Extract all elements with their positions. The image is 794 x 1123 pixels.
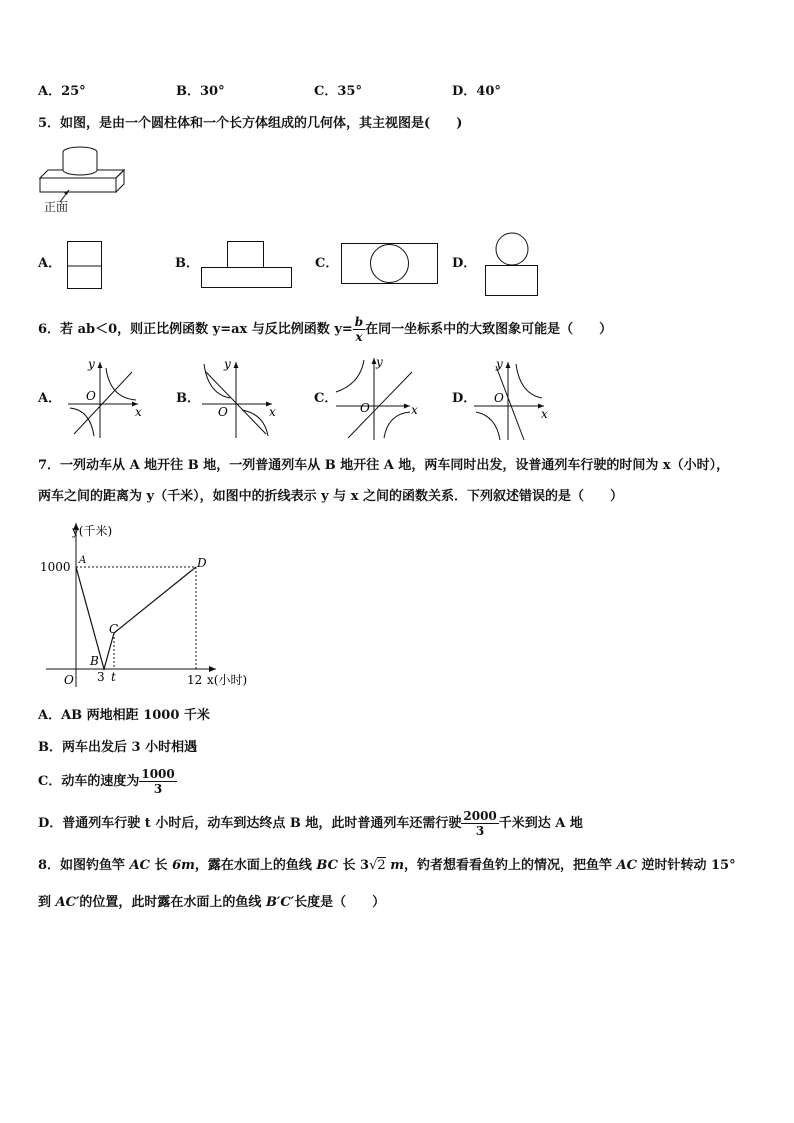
q4-option-d: D．40° — [452, 84, 501, 99]
q6-stem-after: 在同一坐标系中的大致图象可能是（ ） — [365, 322, 613, 337]
q6a-axis-x: x — [135, 405, 142, 419]
q8-ac-prime: AC′ — [55, 895, 80, 910]
q7-x-tick-t: t — [111, 670, 116, 684]
q7-option-d — [38, 806, 583, 842]
q7-y-label: y(千米) — [72, 524, 113, 538]
q7-graph — [36, 515, 266, 695]
q6b-origin: O — [218, 405, 228, 419]
q7-x-tick-3: 3 — [97, 670, 105, 684]
q5-option-b: B． — [175, 256, 199, 271]
q7-stem-line1: 7．一列动车从 A 地开往 B 地，一列普通列车从 B 地开往 A 地，两车同时出发，设普通列车行驶的时间为 x（小时）， — [38, 458, 730, 473]
q8-text: 到 — [38, 895, 56, 910]
q7-option-d-prefix: D．普通列车行驶 t 小时后，动车到达终点 B 地，此时普通列车还需行驶 — [38, 816, 462, 831]
q8-text: ，露在水面上的鱼线 — [194, 858, 317, 873]
q7-option-d-fraction — [461, 809, 498, 838]
q5-option-a: A． — [38, 256, 62, 271]
q8-text: 长 — [150, 858, 173, 873]
q8-line2 — [38, 894, 385, 912]
q7-point-d: D — [197, 556, 207, 570]
q6b-axis-y: y — [224, 357, 231, 371]
q6-graph-a — [66, 356, 148, 440]
q6-stem — [38, 315, 612, 344]
q6-option-a: A． — [38, 391, 62, 406]
q5-option-a-figure — [67, 241, 103, 291]
q7-option-b: B．两车出发后 3 小时相遇 — [38, 740, 198, 755]
q5-option-b-figure — [201, 241, 293, 289]
q8-text: 的位置，此时露在水面上的鱼线 — [79, 895, 266, 910]
sqrt-icon: √ — [369, 858, 378, 873]
q5-stem: 5．如图，是由一个圆柱体和一个长方体组成的几何体，其主视图是( ) — [38, 116, 463, 131]
q6-option-c: C． — [314, 391, 338, 406]
q8-bc-prime: B′C′ — [265, 895, 295, 910]
q6-frac-den: x — [355, 330, 363, 344]
q7-point-b: B — [90, 654, 99, 668]
q6-stem-before: 6．若 ab＜0，则正比例函数 y=ax 与反比例函数 y= — [38, 322, 353, 337]
q7-stem-line2: 两车之间的距离为 y（千米），如图中的折线表示 y 与 x 之间的函数关系．下列叙述错误的是（ ） — [38, 489, 623, 504]
q8-bc: BC — [316, 858, 338, 873]
q6b-axis-x: x — [269, 405, 276, 419]
q6d-axis-x: x — [541, 407, 548, 421]
q5-front-label: 正面 — [44, 200, 69, 214]
q6-graph-c — [334, 354, 422, 442]
q7-x-label: x(小时) — [207, 673, 248, 687]
q6c-origin: O — [360, 401, 370, 415]
q8-length-ac: 6m — [172, 858, 195, 873]
q6a-origin: O — [86, 389, 96, 403]
q5-option-c-figure — [341, 243, 439, 285]
q7-point-c: C — [109, 622, 119, 636]
q4-option-a: A．25° — [38, 84, 86, 99]
q7-option-d-num: 2000 — [463, 809, 497, 823]
q4-option-b: B．30° — [176, 84, 225, 99]
q6a-axis-y: y — [88, 357, 95, 371]
q5-option-d-figure — [484, 232, 540, 298]
q8-text: ，钓者想看看鱼钓上的情况，把鱼竿 — [403, 858, 617, 873]
q6c-axis-y: y — [376, 355, 383, 369]
q8-ac: AC — [129, 858, 151, 873]
q7-option-c — [38, 764, 177, 800]
q8-line1 — [38, 857, 736, 875]
q4-option-c: C．35° — [314, 84, 362, 99]
q7-point-a: A — [79, 555, 87, 566]
q7-option-d-den: 3 — [475, 824, 485, 838]
q7-x-tick-12: 12 — [187, 673, 203, 687]
q8-text: 长 3 — [338, 858, 370, 873]
q6d-origin: O — [494, 391, 504, 405]
q8-ac: AC — [616, 858, 637, 873]
q7-option-c-num: 1000 — [141, 767, 175, 781]
q7-option-c-den: 3 — [153, 782, 163, 796]
q6-graph-d — [472, 356, 554, 442]
q8-sqrt-arg: 2 — [377, 858, 386, 873]
q5-option-d: D． — [452, 256, 477, 271]
q6d-axis-y: y — [496, 357, 503, 371]
q7-y-tick-1000: 1000 — [40, 560, 71, 574]
q6-graph-b — [200, 356, 282, 440]
q7-origin: O — [64, 673, 74, 687]
q7-option-d-suffix: 千米到达 A 地 — [498, 816, 583, 831]
q6-fraction — [353, 315, 365, 344]
q8-unit: m — [385, 858, 404, 873]
q8-text: 逆时针转动 15° — [636, 858, 736, 873]
q6-frac-num: b — [354, 315, 364, 329]
q8-text: 长度是（ ） — [294, 895, 386, 910]
q7-option-c-fraction — [139, 767, 176, 796]
q6-option-d: D． — [452, 391, 477, 406]
q5-option-c: C． — [315, 256, 339, 271]
q7-option-a: A．AB 两地相距 1000 千米 — [38, 708, 210, 723]
q6c-axis-x: x — [411, 403, 418, 417]
q8-text: 8．如图钓鱼竿 — [38, 858, 130, 873]
q7-option-c-prefix: C．动车的速度为 — [38, 774, 140, 789]
q6-option-b: B． — [176, 391, 200, 406]
